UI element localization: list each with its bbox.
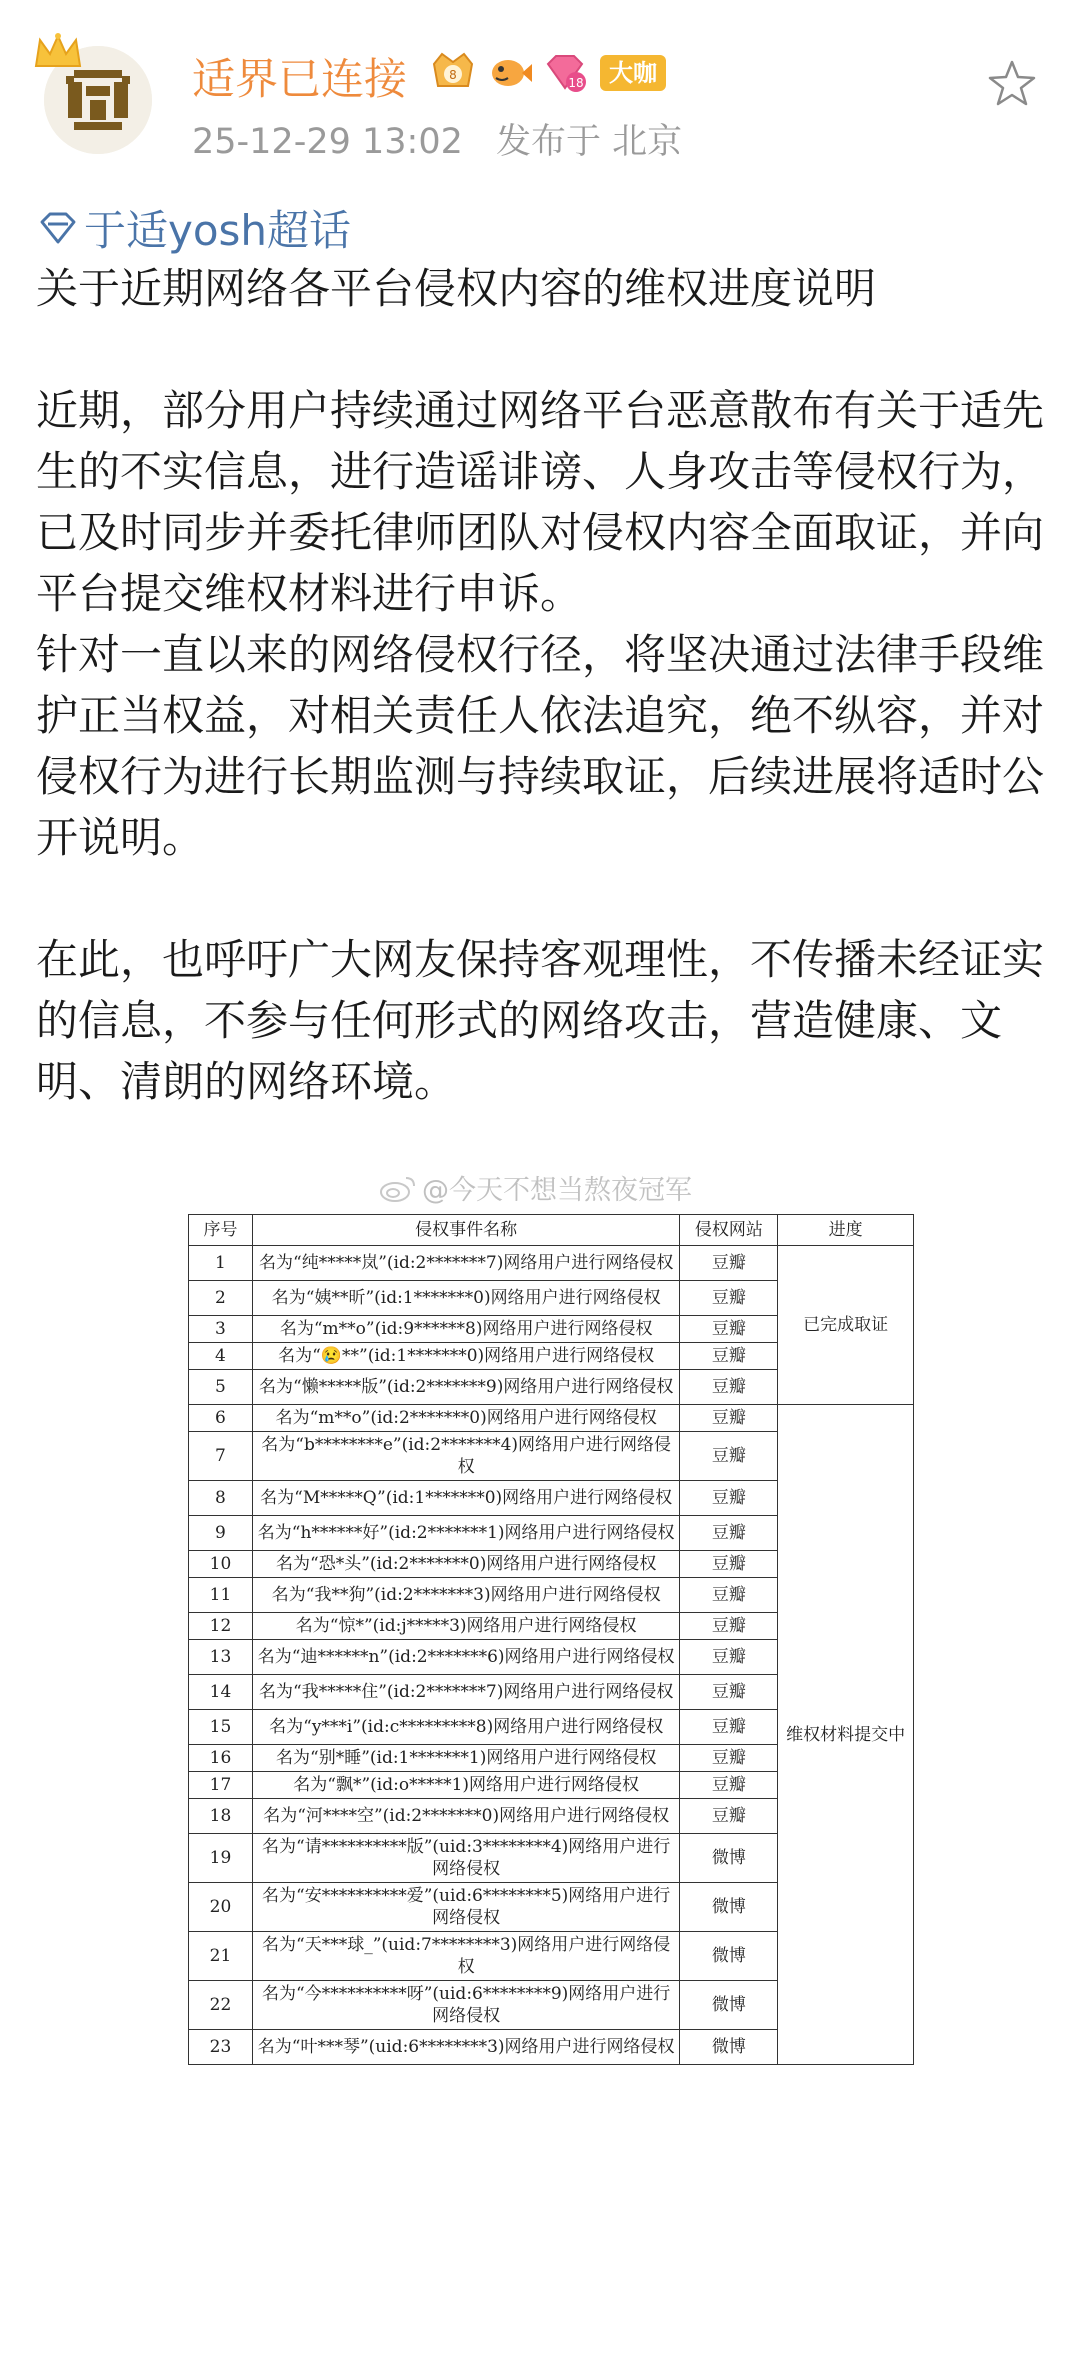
progress-cell: 维权材料提交中	[778, 1405, 914, 2065]
post-location: 发布于 北京	[496, 122, 683, 162]
row-site: 豆瓣	[680, 1640, 778, 1675]
post-paragraph: 在此，也呼吁广大网友保持客观理性，不传播未经证实的信息，不参与任何形式的网络攻击，营造健康、文明、清朗的网络环境。	[36, 935, 1045, 1106]
fish-badge-icon[interactable]	[484, 50, 534, 96]
row-no: 1	[189, 1246, 253, 1281]
row-event: 名为“请**********版”(uid:3********4)网络用户进行网络侵权	[252, 1834, 680, 1883]
row-event: 名为“恐*头”(id:2*******0)网络用户进行网络侵权	[252, 1551, 680, 1578]
row-no: 7	[189, 1432, 253, 1481]
header-progress: 进度	[778, 1215, 914, 1246]
row-site: 豆瓣	[680, 1675, 778, 1710]
row-site: 微博	[680, 1834, 778, 1883]
image-watermark	[378, 1168, 692, 1207]
row-no: 2	[189, 1281, 253, 1316]
post-image-table[interactable]	[188, 1214, 914, 2065]
row-no: 14	[189, 1675, 253, 1710]
row-event: 名为“我**狗”(id:2*******3)网络用户进行网络侵权	[252, 1578, 680, 1613]
row-event: 名为“😢**”(id:1*******0)网络用户进行网络侵权	[252, 1343, 680, 1370]
row-no: 9	[189, 1516, 253, 1551]
row-no: 18	[189, 1799, 253, 1834]
row-event: 名为“m**o”(id:2*******0)网络用户进行网络侵权	[252, 1405, 680, 1432]
row-no: 8	[189, 1481, 253, 1516]
weibo-logo-icon	[378, 1172, 418, 1204]
row-event: 名为“姨**昕”(id:1*******0)网络用户进行网络侵权	[252, 1281, 680, 1316]
row-no: 20	[189, 1883, 253, 1932]
row-site: 豆瓣	[680, 1246, 778, 1281]
row-site: 豆瓣	[680, 1370, 778, 1405]
row-no: 5	[189, 1370, 253, 1405]
row-event: 名为“M*****Q”(id:1*******0)网络用户进行网络侵权	[252, 1481, 680, 1516]
header-event: 侵权事件名称	[252, 1215, 680, 1246]
row-site: 豆瓣	[680, 1343, 778, 1370]
row-no: 19	[189, 1834, 253, 1883]
row-site: 豆瓣	[680, 1799, 778, 1834]
post-meta	[192, 114, 704, 164]
row-event: 名为“纯*****岚”(id:2*******7)网络用户进行网络侵权	[252, 1246, 680, 1281]
progress-cell: 已完成取证	[778, 1246, 914, 1405]
row-event: 名为“懒*****版”(id:2*******9)网络用户进行网络侵权	[252, 1370, 680, 1405]
row-no: 21	[189, 1932, 253, 1981]
diamond-topic-icon	[36, 208, 80, 248]
row-site: 豆瓣	[680, 1316, 778, 1343]
row-event: 名为“天***球_”(uid:7********3)网络用户进行网络侵权	[252, 1932, 680, 1981]
vip-badge[interactable]: 大咖	[600, 55, 666, 91]
super-topic-link[interactable]	[36, 198, 351, 258]
row-no: 23	[189, 2030, 253, 2065]
header-site: 侵权网站	[680, 1215, 778, 1246]
post-time: 25-12-29 13:02	[192, 122, 463, 162]
row-no: 17	[189, 1772, 253, 1799]
watermark-text: @今天不想当熬夜冠军	[422, 1175, 692, 1206]
row-event: 名为“迪******n”(id:2*******6)网络用户进行网络侵权	[252, 1640, 680, 1675]
row-site: 豆瓣	[680, 1405, 778, 1432]
row-event: 名为“飘*”(id:o*****1)网络用户进行网络侵权	[252, 1772, 680, 1799]
row-site: 豆瓣	[680, 1551, 778, 1578]
row-no: 4	[189, 1343, 253, 1370]
row-site: 微博	[680, 1932, 778, 1981]
row-event: 名为“别*睡”(id:1*******1)网络用户进行网络侵权	[252, 1745, 680, 1772]
row-site: 豆瓣	[680, 1578, 778, 1613]
post-header	[0, 0, 1079, 175]
avatar[interactable]	[36, 38, 154, 156]
table-header-row	[189, 1215, 914, 1246]
row-event: 名为“h******好”(id:2*******1)网络用户进行网络侵权	[252, 1516, 680, 1551]
row-no: 15	[189, 1710, 253, 1745]
header-no: 序号	[189, 1215, 253, 1246]
super-topic-label: 于适yosh超话	[84, 206, 352, 255]
row-site: 微博	[680, 2030, 778, 2065]
level-diamond-badge-icon[interactable]	[540, 50, 590, 96]
row-site: 豆瓣	[680, 1481, 778, 1516]
row-event: 名为“m**o”(id:9******8)网络用户进行网络侵权	[252, 1316, 680, 1343]
row-event: 名为“叶***琴”(uid:6********3)网络用户进行网络侵权	[252, 2030, 680, 2065]
row-event: 名为“河****空”(id:2*******0)网络用户进行网络侵权	[252, 1799, 680, 1834]
row-site: 豆瓣	[680, 1516, 778, 1551]
row-event: 名为“惊*”(id:j*****3)网络用户进行网络侵权	[252, 1613, 680, 1640]
svg-text:8: 8	[449, 68, 457, 82]
row-event: 名为“安**********爱”(uid:6********5)网络用户进行网络侵权	[252, 1883, 680, 1932]
row-event: 名为“b********e”(id:2*******4)网络用户进行网络侵权	[252, 1432, 680, 1481]
user-badges	[428, 48, 666, 98]
row-site: 豆瓣	[680, 1772, 778, 1799]
table-row	[189, 1246, 914, 1281]
row-no: 12	[189, 1613, 253, 1640]
post-title: 关于近期网络各平台侵权内容的维权进度说明	[36, 264, 877, 313]
svg-text:18: 18	[568, 76, 584, 90]
row-no: 6	[189, 1405, 253, 1432]
post-paragraph: 针对一直以来的网络侵权行径，将坚决通过法律手段维护正当权益，对相关责任人依法追究，绝不纵容，并对侵权行为进行长期监测与持续取证，后续进展将适时公开说明。	[36, 630, 1045, 862]
row-no: 22	[189, 1981, 253, 2030]
row-no: 11	[189, 1578, 253, 1613]
row-site: 豆瓣	[680, 1432, 778, 1481]
fan-club-badge-icon[interactable]	[428, 50, 478, 96]
table-row	[189, 1405, 914, 1432]
row-site: 豆瓣	[680, 1613, 778, 1640]
row-no: 16	[189, 1745, 253, 1772]
post-paragraph: 近期，部分用户持续通过网络平台恶意散布有关于适先生的不实信息，进行造谣诽谤、人身攻击等侵权行为，已及时同步并委托律师团队对侵权内容全面取证，并向平台提交维权材料进行申诉。	[36, 386, 1045, 618]
row-site: 微博	[680, 1981, 778, 2030]
row-event: 名为“今**********呀”(uid:6********9)网络用户进行网络侵权	[252, 1981, 680, 2030]
row-event: 名为“y***i”(id:c*********8)网络用户进行网络侵权	[252, 1710, 680, 1745]
infringement-table	[188, 1214, 914, 2065]
row-event: 名为“我*****住”(id:2*******7)网络用户进行网络侵权	[252, 1675, 680, 1710]
row-no: 3	[189, 1316, 253, 1343]
row-no: 10	[189, 1551, 253, 1578]
favorite-star-icon[interactable]	[986, 58, 1038, 110]
row-site: 豆瓣	[680, 1710, 778, 1745]
row-no: 13	[189, 1640, 253, 1675]
post-body	[36, 258, 1046, 1112]
username[interactable]: 适界已连接	[192, 55, 407, 105]
row-site: 微博	[680, 1883, 778, 1932]
crown-icon	[32, 32, 84, 72]
row-site: 豆瓣	[680, 1281, 778, 1316]
row-site: 豆瓣	[680, 1745, 778, 1772]
